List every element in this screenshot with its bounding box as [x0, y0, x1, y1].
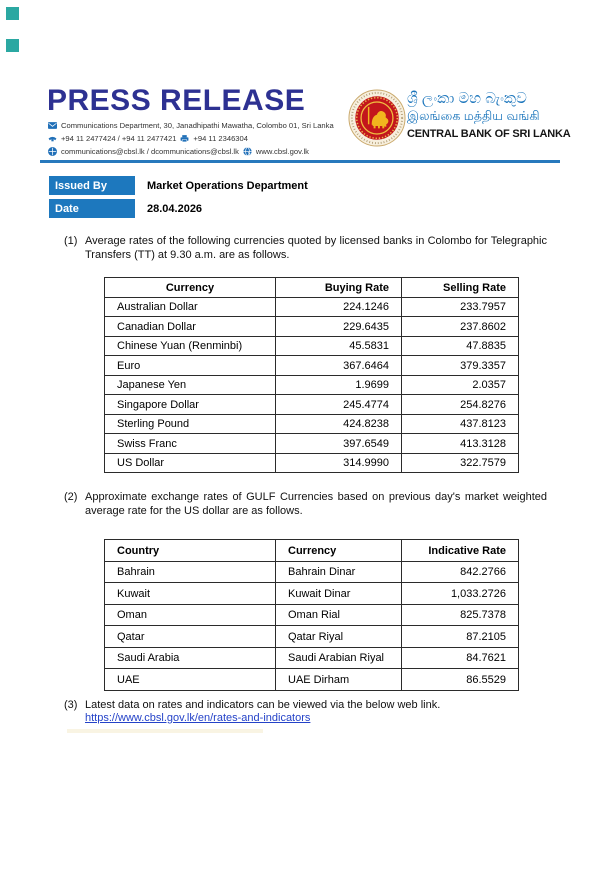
indicative-rate-cell: 825.7378	[402, 604, 519, 626]
table-row	[105, 356, 519, 376]
indicative-rate-cell: 84.7621	[402, 647, 519, 669]
currency-cell: Saudi Arabian Riyal	[276, 647, 402, 669]
paragraph-2	[64, 490, 547, 518]
table-row	[105, 453, 519, 473]
currency-cell: Singapore Dollar	[105, 395, 276, 415]
currency-cell: UAE Dirham	[276, 669, 402, 691]
buying-rate-column-header: Buying Rate	[276, 278, 402, 298]
viewer-artifact-square-bottom	[6, 39, 19, 52]
table-row	[105, 414, 519, 434]
selling-rate-cell: 237.8602	[402, 317, 519, 337]
currency-cell: Canadian Dollar	[105, 317, 276, 337]
issued-by-row	[49, 176, 479, 195]
currency-cell: US Dollar	[105, 453, 276, 473]
selling-rate-cell: 437.8123	[402, 414, 519, 434]
selling-rate-cell: 47.8835	[402, 336, 519, 356]
selling-rate-cell: 254.8276	[402, 395, 519, 415]
buying-rate-cell: 1.9699	[276, 375, 402, 395]
paragraph-3	[64, 698, 547, 712]
date-row	[49, 199, 479, 218]
currency-column-header: Currency	[105, 278, 276, 298]
bank-name-block	[407, 90, 571, 142]
currency-cell: Chinese Yuan (Renminbi)	[105, 336, 276, 356]
date-label: Date	[49, 199, 135, 218]
currency-cell: Australian Dollar	[105, 297, 276, 317]
contact-website: www.cbsl.gov.lk	[255, 147, 309, 156]
table-row	[105, 434, 519, 454]
table-row	[105, 604, 519, 626]
meta-block	[49, 176, 479, 222]
paragraph-1	[64, 234, 547, 262]
bank-name-english: CENTRAL BANK OF SRI LANKA	[407, 128, 571, 140]
indicative-rate-column-header: Indicative Rate	[402, 540, 519, 562]
table-header-row	[105, 278, 519, 298]
contact-block	[48, 119, 334, 158]
country-cell: Oman	[105, 604, 276, 626]
table-row	[105, 669, 519, 691]
buying-rate-cell: 45.5831	[276, 336, 402, 356]
buying-rate-cell: 314.9990	[276, 453, 402, 473]
table-row	[105, 336, 519, 356]
currency-cell: Qatar Riyal	[276, 626, 402, 648]
paragraph-1-text: Average rates of the following currencies quoted by licensed banks in Colombo for Telegraphic Transfers (TT) at 9.30 a.m. are as follows.	[85, 235, 547, 261]
table-row	[105, 317, 519, 337]
bank-name-tamil: இலங்கை மத்திய வங்கி	[407, 109, 540, 123]
selling-rate-cell: 233.7957	[402, 297, 519, 317]
indicative-rate-cell: 87.2105	[402, 626, 519, 648]
table-row	[105, 297, 519, 317]
table-header-row	[105, 540, 519, 562]
indicative-rate-cell: 842.2766	[402, 561, 519, 583]
page-title: PRESS RELEASE	[47, 84, 306, 117]
table-row	[105, 395, 519, 415]
buying-rate-cell: 367.6464	[276, 356, 402, 376]
table-row	[105, 583, 519, 605]
rates-indicators-link[interactable]: https://www.cbsl.gov.lk/en/rates-and-indicators	[85, 712, 311, 724]
central-bank-logo	[348, 89, 406, 147]
viewer-artifact-square-top	[6, 7, 19, 20]
contact-address: Communications Department, 30, Janadhipathi Mawatha, Colombo 01, Sri Lanka	[61, 121, 334, 130]
currency-cell: Bahrain Dinar	[276, 561, 402, 583]
table-row	[105, 647, 519, 669]
selling-rate-cell: 322.7579	[402, 453, 519, 473]
country-cell: Bahrain	[105, 561, 276, 583]
paragraph-1-number: (1)	[64, 235, 78, 247]
buying-rate-cell: 245.4774	[276, 395, 402, 415]
country-cell: Qatar	[105, 626, 276, 648]
selling-rate-cell: 2.0357	[402, 375, 519, 395]
issued-by-label: Issued By	[49, 176, 135, 195]
paragraph-2-text: Approximate exchange rates of GULF Currencies based on previous day's market weighted average rate for the US dollar are as follows.	[85, 491, 547, 517]
currency-cell: Kuwait Dinar	[276, 583, 402, 605]
envelope-icon	[48, 121, 57, 130]
contact-fax: +94 11 2346304	[193, 134, 248, 143]
currency-cell: Euro	[105, 356, 276, 376]
table-row	[105, 626, 519, 648]
indicative-rate-cell: 1,033.2726	[402, 583, 519, 605]
country-cell: Kuwait	[105, 583, 276, 605]
buying-rate-cell: 224.1246	[276, 297, 402, 317]
buying-rate-cell: 229.6435	[276, 317, 402, 337]
contact-phone-row	[48, 132, 334, 145]
selling-rate-cell: 413.3128	[402, 434, 519, 454]
header-divider	[40, 160, 560, 163]
currency-cell: Sterling Pound	[105, 414, 276, 434]
contact-address-row	[48, 119, 334, 132]
currency-cell: Japanese Yen	[105, 375, 276, 395]
paragraph-2-number: (2)	[64, 491, 78, 503]
tt-rates-table	[104, 277, 519, 473]
country-cell: Saudi Arabia	[105, 647, 276, 669]
country-column-header: Country	[105, 540, 276, 562]
fax-icon	[180, 134, 189, 143]
website-globe-icon	[243, 147, 252, 156]
paragraph-3-number: (3)	[64, 699, 78, 711]
contact-phones: +94 11 2477424 / +94 11 2477421	[61, 134, 177, 143]
issued-by-value: Market Operations Department	[147, 180, 308, 192]
indicative-rate-cell: 86.5529	[402, 669, 519, 691]
buying-rate-cell: 424.8238	[276, 414, 402, 434]
currency-cell: Swiss Franc	[105, 434, 276, 454]
faint-highlight-artifact	[67, 729, 263, 733]
currency-column-header: Currency	[276, 540, 402, 562]
date-value: 28.04.2026	[147, 203, 203, 215]
selling-rate-column-header: Selling Rate	[402, 278, 519, 298]
contact-web-row	[48, 145, 334, 158]
phone-icon	[48, 134, 57, 143]
selling-rate-cell: 379.3357	[402, 356, 519, 376]
contact-emails: communications@cbsl.lk / dcommunications@cbsl.lk	[61, 147, 239, 156]
email-globe-icon	[48, 147, 57, 156]
table-row	[105, 375, 519, 395]
buying-rate-cell: 397.6549	[276, 434, 402, 454]
gulf-rates-table	[104, 539, 519, 691]
paragraph-3-text: Latest data on rates and indicators can be viewed via the below web link.	[85, 699, 441, 711]
table-row	[105, 561, 519, 583]
currency-cell: Oman Rial	[276, 604, 402, 626]
bank-name-sinhala: ශ්‍රී ලංකා මහ බැංකුව	[407, 90, 527, 107]
country-cell: UAE	[105, 669, 276, 691]
